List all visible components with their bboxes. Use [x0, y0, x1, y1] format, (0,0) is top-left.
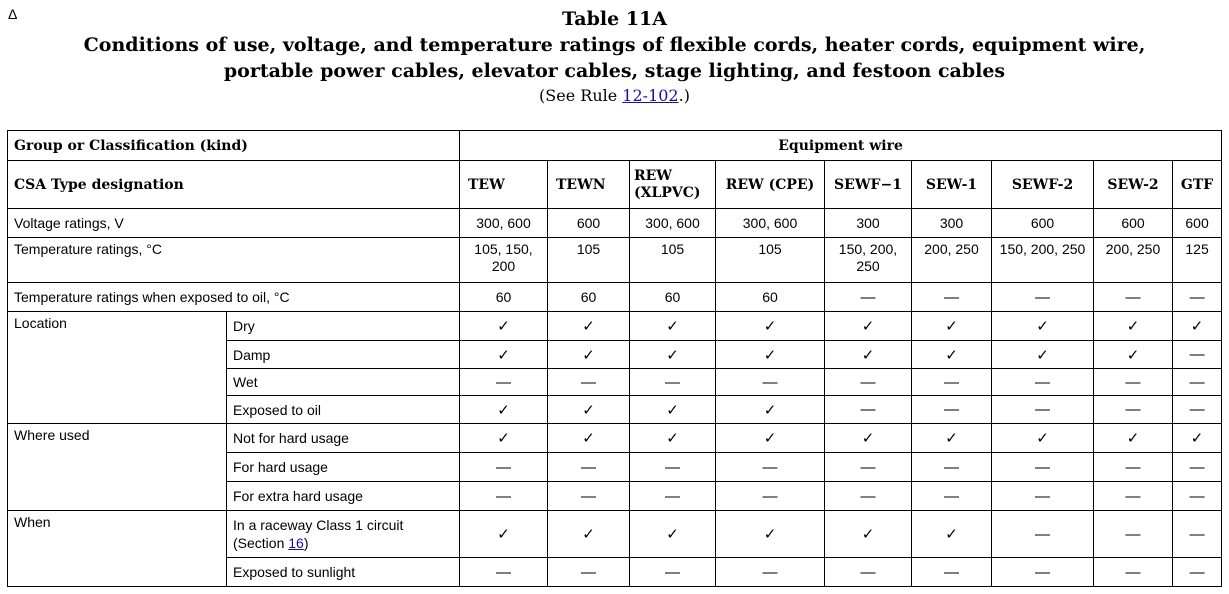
- value-cell: ✓: [460, 396, 548, 424]
- group-label-location: Location: [8, 312, 227, 424]
- type-header-0: TEW: [460, 161, 548, 209]
- voltage-ratings-row: [8, 209, 1222, 238]
- value-cell: 60: [460, 283, 548, 312]
- value-cell: —: [825, 558, 912, 587]
- value-cell: ✓: [630, 312, 716, 341]
- rule-12-102-link[interactable]: 12-102: [622, 86, 679, 105]
- value-cell: —: [1173, 453, 1222, 482]
- row-label: Temperature ratings, °C: [8, 238, 460, 283]
- value-cell: ✓: [1094, 341, 1173, 369]
- value-cell: ✓: [630, 396, 716, 424]
- value-cell: ✓: [630, 424, 716, 453]
- value-cell: —: [912, 558, 992, 587]
- location-row: [8, 312, 1222, 341]
- value-cell: —: [1173, 369, 1222, 396]
- value-cell: —: [992, 482, 1094, 511]
- value-cell: ✓: [716, 312, 825, 341]
- see-rule-suffix: .): [678, 86, 690, 105]
- value-cell: —: [1173, 482, 1222, 511]
- value-cell: —: [548, 482, 630, 511]
- value-cell: —: [825, 453, 912, 482]
- value-cell: ✓: [992, 312, 1094, 341]
- value-cell: 600: [992, 209, 1094, 238]
- when-row: [8, 511, 1222, 558]
- value-cell: ✓: [460, 511, 548, 558]
- header-row-types: [8, 161, 1222, 209]
- value-cell: —: [548, 369, 630, 396]
- value-cell: ✓: [548, 312, 630, 341]
- table-title-block: [0, 6, 1229, 108]
- value-cell: ✓: [548, 424, 630, 453]
- value-cell: ✓: [460, 424, 548, 453]
- value-cell: ✓: [460, 341, 548, 369]
- type-header-3: REW (CPE): [716, 161, 825, 209]
- value-cell: ✓: [1173, 424, 1222, 453]
- value-cell: 600: [548, 209, 630, 238]
- value-cell: ✓: [912, 312, 992, 341]
- value-cell: —: [460, 369, 548, 396]
- value-cell: ✓: [548, 511, 630, 558]
- value-cell: —: [630, 482, 716, 511]
- table-title: Table 11A: [561, 8, 668, 30]
- value-cell: ✓: [825, 341, 912, 369]
- sub-label: Exposed to sunlight: [227, 558, 460, 587]
- type-header-1: TEWN: [548, 161, 630, 209]
- value-cell: —: [630, 453, 716, 482]
- value-cell: ✓: [716, 341, 825, 369]
- revision-delta-mark: Δ: [8, 6, 18, 22]
- value-cell: —: [992, 511, 1094, 558]
- value-cell: —: [1094, 511, 1173, 558]
- row-label: Temperature ratings when exposed to oil, °C: [8, 283, 460, 312]
- value-cell: ✓: [630, 341, 716, 369]
- value-cell: ✓: [716, 396, 825, 424]
- group-label-when: When: [8, 511, 227, 587]
- sub-label: For extra hard usage: [227, 482, 460, 511]
- value-cell: ✓: [1094, 312, 1173, 341]
- value-cell: ✓: [912, 511, 992, 558]
- value-cell: —: [1094, 482, 1173, 511]
- type-header-6: SEWF-2: [992, 161, 1094, 209]
- see-rule-reference: [0, 84, 1229, 108]
- value-cell: 60: [548, 283, 630, 312]
- value-cell: 60: [716, 283, 825, 312]
- value-cell: 300, 600: [716, 209, 825, 238]
- value-cell: ✓: [1173, 312, 1222, 341]
- value-cell: —: [716, 453, 825, 482]
- value-cell: —: [716, 482, 825, 511]
- value-cell: —: [1173, 341, 1222, 369]
- where-used-row: [8, 424, 1222, 453]
- sub-label-text: In a raceway Class 1 circuit: [233, 517, 404, 533]
- value-cell: 200, 250: [912, 238, 992, 283]
- value-cell: —: [548, 558, 630, 587]
- type-header-4: SEWF−1: [825, 161, 912, 209]
- value-cell: 105: [630, 238, 716, 283]
- value-cell: 600: [1094, 209, 1173, 238]
- value-cell: —: [460, 453, 548, 482]
- value-cell: ✓: [825, 312, 912, 341]
- group-label-cell: Group or Classification (kind): [8, 131, 460, 161]
- value-cell: —: [912, 283, 992, 312]
- section-16-link[interactable]: 16: [288, 535, 304, 551]
- value-cell: 300: [825, 209, 912, 238]
- value-cell: 200, 250: [1094, 238, 1173, 283]
- value-cell: ✓: [825, 424, 912, 453]
- value-cell: —: [992, 558, 1094, 587]
- value-cell: ✓: [1094, 424, 1173, 453]
- value-cell: —: [825, 283, 912, 312]
- value-cell: 150, 200, 250: [992, 238, 1094, 283]
- value-cell: —: [548, 453, 630, 482]
- value-cell: ✓: [460, 312, 548, 341]
- section-suffix: ): [303, 535, 309, 551]
- value-cell: 105, 150, 200: [460, 238, 548, 283]
- value-cell: —: [912, 369, 992, 396]
- value-cell: 300, 600: [630, 209, 716, 238]
- value-cell: —: [992, 369, 1094, 396]
- sub-label: [227, 511, 460, 558]
- value-cell: —: [630, 369, 716, 396]
- value-cell: —: [1173, 396, 1222, 424]
- see-rule-prefix: (See Rule: [539, 86, 623, 105]
- value-cell: ✓: [548, 341, 630, 369]
- group-value-cell: Equipment wire: [460, 131, 1222, 161]
- section-prefix: (Section: [233, 535, 289, 551]
- value-cell: —: [1173, 558, 1222, 587]
- value-cell: ✓: [630, 511, 716, 558]
- value-cell: 150, 200, 250: [825, 238, 912, 283]
- table-subtitle-line-1: Conditions of use, voltage, and temperature ratings of flexible cords, heater cords, equipment wire,: [83, 34, 1146, 56]
- value-cell: ✓: [992, 424, 1094, 453]
- type-header-2: REW (XLPVC): [630, 161, 716, 209]
- type-header-7: SEW-2: [1094, 161, 1173, 209]
- csa-type-label-cell: CSA Type designation: [8, 161, 460, 209]
- value-cell: ✓: [716, 511, 825, 558]
- value-cell: —: [912, 453, 992, 482]
- value-cell: —: [825, 396, 912, 424]
- value-cell: 105: [548, 238, 630, 283]
- sub-label: Damp: [227, 341, 460, 369]
- value-cell: —: [630, 558, 716, 587]
- value-cell: 300: [912, 209, 992, 238]
- type-header-5: SEW-1: [912, 161, 992, 209]
- table-subtitle-line-2: portable power cables, elevator cables, stage lighting, and festoon cables: [223, 60, 1006, 82]
- value-cell: —: [1094, 453, 1173, 482]
- value-cell: —: [460, 558, 548, 587]
- sub-label: Wet: [227, 369, 460, 396]
- value-cell: —: [912, 396, 992, 424]
- value-cell: —: [912, 482, 992, 511]
- value-cell: —: [716, 369, 825, 396]
- value-cell: —: [992, 453, 1094, 482]
- value-cell: ✓: [912, 424, 992, 453]
- value-cell: ✓: [716, 424, 825, 453]
- header-row-group: [8, 131, 1222, 161]
- sub-label: For hard usage: [227, 453, 460, 482]
- sub-label: Not for hard usage: [227, 424, 460, 453]
- value-cell: ✓: [825, 511, 912, 558]
- sub-label: Exposed to oil: [227, 396, 460, 424]
- oil-temperature-row: [8, 283, 1222, 312]
- value-cell: —: [825, 482, 912, 511]
- value-cell: ✓: [992, 341, 1094, 369]
- value-cell: ✓: [548, 396, 630, 424]
- value-cell: —: [1094, 396, 1173, 424]
- value-cell: —: [460, 482, 548, 511]
- value-cell: ✓: [912, 341, 992, 369]
- temperature-ratings-row: [8, 238, 1222, 283]
- value-cell: —: [716, 558, 825, 587]
- type-header-8: GTF: [1173, 161, 1222, 209]
- value-cell: 60: [630, 283, 716, 312]
- row-label: Voltage ratings, V: [8, 209, 460, 238]
- value-cell: —: [992, 283, 1094, 312]
- conditions-table: [7, 130, 1222, 587]
- value-cell: —: [1173, 511, 1222, 558]
- sub-label: Dry: [227, 312, 460, 341]
- value-cell: —: [1094, 369, 1173, 396]
- value-cell: —: [992, 396, 1094, 424]
- value-cell: —: [1173, 283, 1222, 312]
- value-cell: —: [825, 369, 912, 396]
- value-cell: 105: [716, 238, 825, 283]
- value-cell: —: [1094, 283, 1173, 312]
- value-cell: 300, 600: [460, 209, 548, 238]
- group-label-where-used: Where used: [8, 424, 227, 511]
- value-cell: —: [1094, 558, 1173, 587]
- value-cell: 125: [1173, 238, 1222, 283]
- value-cell: 600: [1173, 209, 1222, 238]
